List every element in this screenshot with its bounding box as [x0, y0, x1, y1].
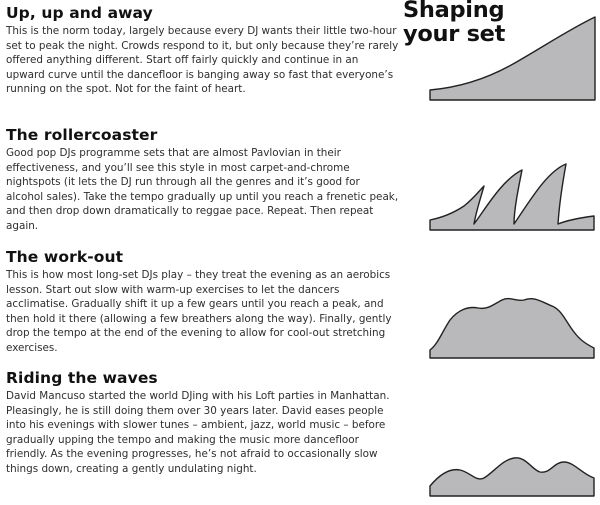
sidebar-title-line-1: Shaping: [403, 0, 505, 23]
section-body: David Mancuso started the world DJing with his Loft parties in Manhattan. Pleasingly, he is still doing them over 30 years later. David eases people into his evenings with slower tunes – ambient, jazz, world music – before gradually upping the tempo and making the music more dancefloor friendly. As the evening progresses, he’s not afraid to occasionally slow things down, creating a gently undulating night.: [6, 390, 390, 475]
section-rollercoaster: [6, 126, 400, 234]
set-shape-rollercoaster-icon: [428, 160, 596, 232]
set-shape-rising-curve-icon: [428, 14, 596, 102]
section-body: This is how most long-set DJs play – they treat the evening as an aerobics lesson. Start out slow with warm-up exercises to let the dancers acclimatise. Gradually shift it up a few gears until you reach a peak, and then hold it there (allowing a few breathers along the way). Finally, gently drop the tempo at the end of the evening to allow for cool-out stretching exercises.: [6, 269, 392, 354]
section-up-up-and-away: [6, 4, 400, 97]
section-body: This is the norm today, largely because every DJ wants their little two-hour set to peak the night. Crowds respond to it, but only because they’re rarely offered anything different. Start off fairly quickly and continue in an upward curve until the dancefloor is banging away so fast that everyone’s running on the spot. Not for the faint of heart.: [6, 25, 399, 96]
section-heading: The rollercoaster: [6, 126, 158, 144]
section-heading: Riding the waves: [6, 369, 158, 387]
section-work-out: [6, 248, 400, 356]
set-shape-waves-icon: [428, 452, 596, 498]
section-heading: The work-out: [6, 248, 124, 266]
section-body: Good pop DJs programme sets that are almost Pavlovian in their effectiveness, and you’ll see this style in most carpet-and-chrome nightspots (it lets the DJ run through all the genres and it’s good for alcohol sales). Take the tempo gradually up until you reach a frenetic peak, and then drop down dramatically to reggae pace. Repeat. Then repeat again.: [6, 147, 399, 232]
section-heading: Up, up and away: [6, 4, 153, 22]
set-shape-work-out-icon: [428, 292, 596, 360]
section-riding-the-waves: [6, 369, 400, 477]
sidebar-title-line-2: your set: [403, 21, 506, 47]
